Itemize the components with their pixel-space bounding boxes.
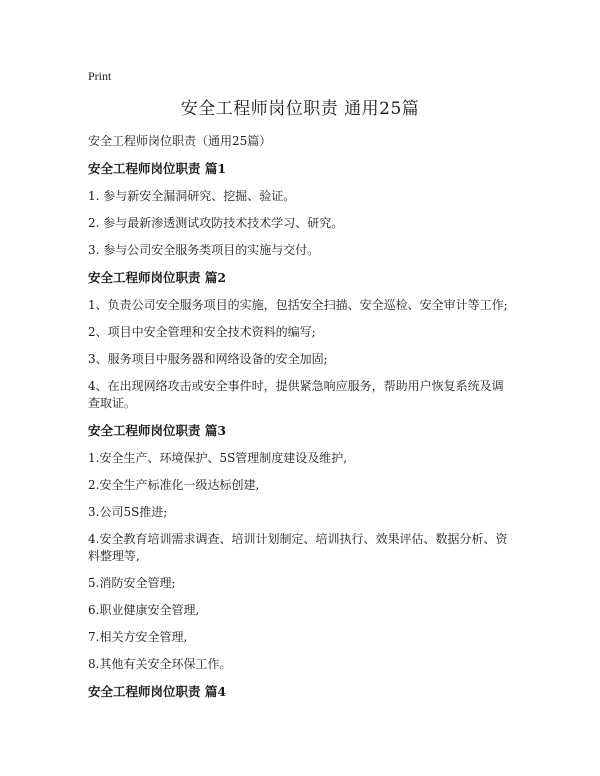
list-item: 6.职业健康安全管理, xyxy=(88,603,200,617)
list-item: 3. 参与公司安全服务类项目的实施与交付。 xyxy=(88,243,320,257)
section-title: 安全工程师岗位职责 篇2 xyxy=(88,270,227,285)
list-item: 1. 参与新安全漏洞研究、挖掘、验证。 xyxy=(88,189,296,203)
list-item: 2、项目中安全管理和安全技术资料的编写; xyxy=(88,325,316,339)
list-item: 8.其他有关安全环保工作。 xyxy=(88,657,232,671)
document-intro: 安全工程师岗位职责（通用25篇） xyxy=(88,134,272,148)
list-item: 3.公司5S推进; xyxy=(88,505,168,519)
print-label: Print xyxy=(88,69,112,83)
section-4 xyxy=(88,683,512,701)
document-title: 安全工程师岗位职责 通用25篇 xyxy=(180,99,420,119)
list-item: 4、在出现网络攻击或安全事件时，提供紧急响应服务，帮助用户恢复系统及调查取证。 xyxy=(88,379,504,410)
section-3 xyxy=(88,422,512,673)
list-item: 1、负责公司安全服务项目的实施，包括安全扫描、安全巡检、安全审计等工作; xyxy=(88,298,508,312)
section-title: 安全工程师岗位职责 篇1 xyxy=(88,161,227,176)
section-1 xyxy=(88,160,512,259)
list-item: 5.消防安全管理; xyxy=(88,576,176,590)
list-item: 4.安全教育培训需求调查、培训计划制定、培训执行、效果评估、数据分析、资料整理等, xyxy=(88,532,508,563)
list-item: 2. 参与最新渗透测试攻防技术技术学习、研究。 xyxy=(88,216,344,230)
list-item: 1.安全生产、环境保护、5S管理制度建设及维护, xyxy=(88,451,348,465)
list-item: 2.安全生产标准化一级达标创建, xyxy=(88,478,260,492)
section-2 xyxy=(88,269,512,412)
list-item: 7.相关方安全管理, xyxy=(88,630,188,644)
section-title: 安全工程师岗位职责 篇4 xyxy=(88,684,227,699)
section-title: 安全工程师岗位职责 篇3 xyxy=(88,423,227,438)
list-item: 3、服务项目中服务器和网络设备的安全加固; xyxy=(88,352,328,366)
